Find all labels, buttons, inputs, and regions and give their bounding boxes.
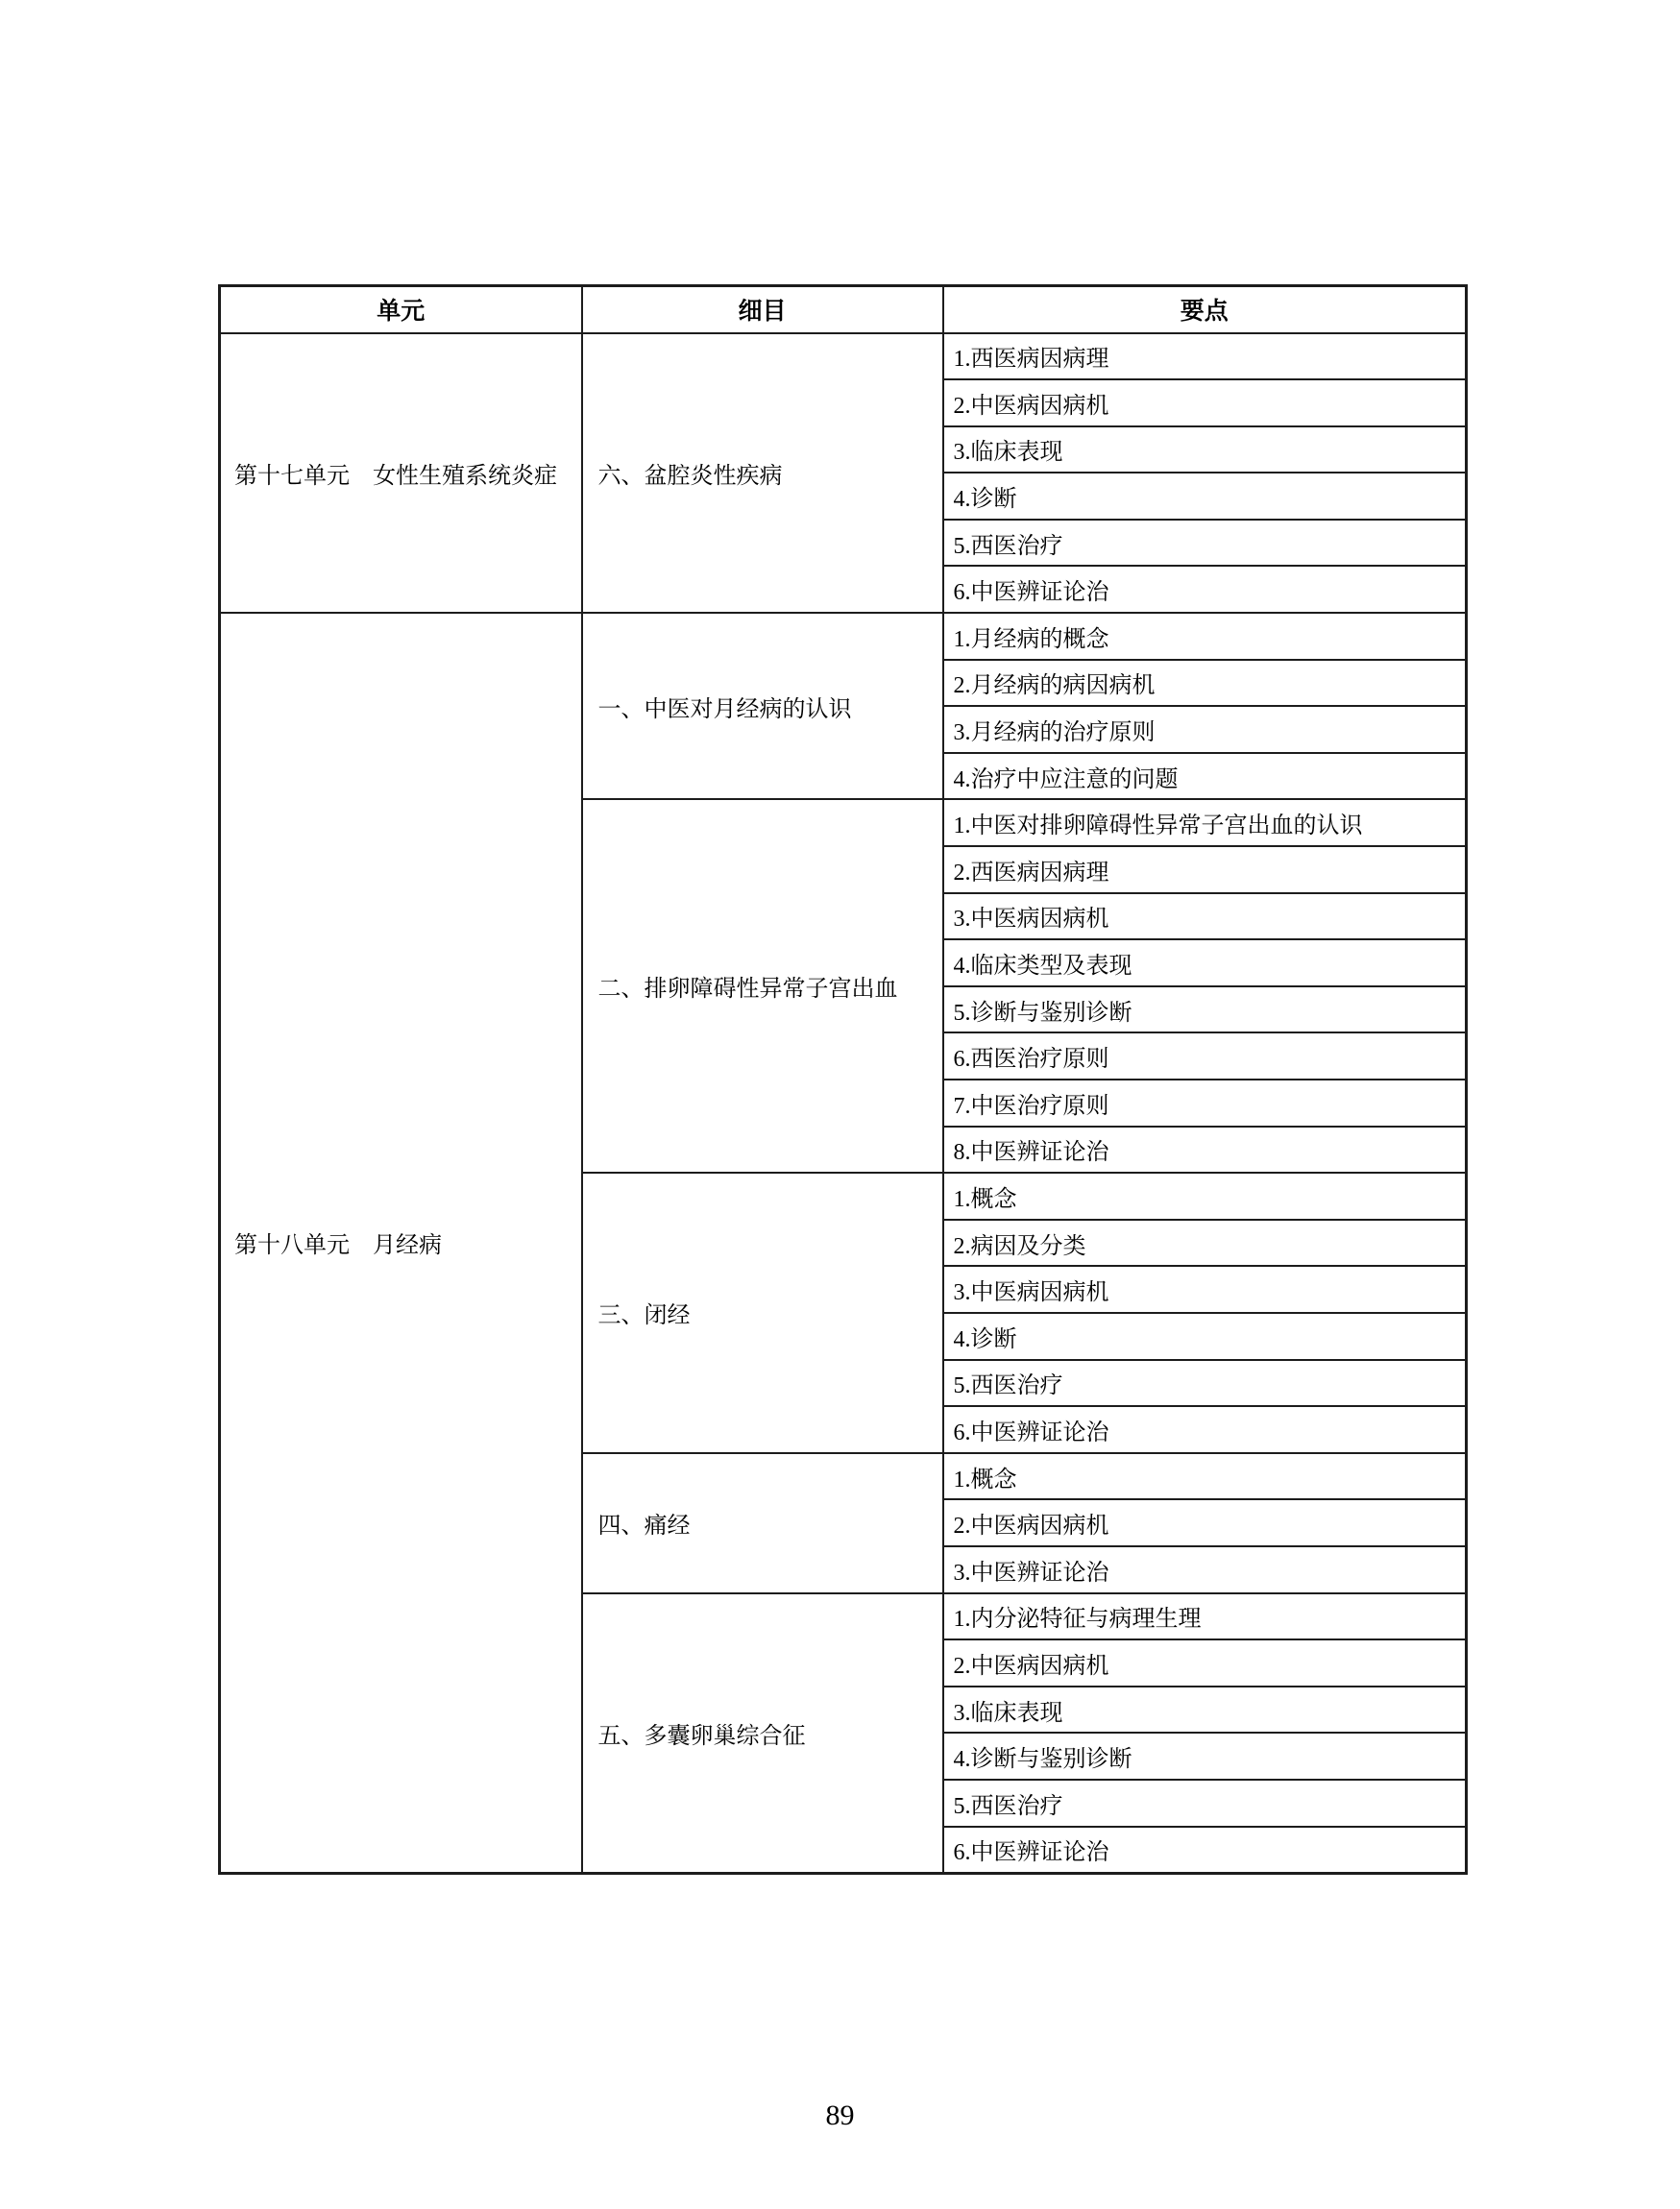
- point-cell: 6.中医辨证论治: [943, 1406, 1467, 1453]
- point-cell: 2.月经病的病因病机: [943, 660, 1467, 707]
- table-row: [220, 333, 1467, 380]
- point-cell: 2.西医病因病理: [943, 846, 1467, 893]
- point-cell: 5.诊断与鉴别诊断: [943, 986, 1467, 1033]
- point-cell: 6.西医治疗原则: [943, 1032, 1467, 1080]
- point-cell: 2.中医病因病机: [943, 379, 1467, 426]
- detail-cell: 四、痛经: [582, 1453, 943, 1593]
- point-cell: 6.中医辨证论治: [943, 566, 1467, 613]
- point-cell: 1.内分泌特征与病理生理: [943, 1593, 1467, 1640]
- point-cell: 3.临床表现: [943, 1687, 1467, 1734]
- detail-cell: 三、闭经: [582, 1173, 943, 1453]
- point-cell: 1.西医病因病理: [943, 333, 1467, 380]
- point-cell: 4.诊断与鉴别诊断: [943, 1733, 1467, 1780]
- point-cell: 7.中医治疗原则: [943, 1080, 1467, 1127]
- column-header-detail: 细目: [582, 286, 943, 333]
- point-cell: 3.中医病因病机: [943, 1266, 1467, 1313]
- point-cell: 1.概念: [943, 1453, 1467, 1500]
- point-cell: 1.月经病的概念: [943, 613, 1467, 660]
- detail-cell: 一、中医对月经病的认识: [582, 613, 943, 799]
- point-cell: 4.治疗中应注意的问题: [943, 753, 1467, 800]
- page-number: 89: [825, 2100, 855, 2131]
- syllabus-table: [218, 284, 1468, 1875]
- point-cell: 3.中医病因病机: [943, 893, 1467, 940]
- point-cell: 8.中医辨证论治: [943, 1127, 1467, 1174]
- point-cell: 2.中医病因病机: [943, 1499, 1467, 1546]
- point-cell: 3.临床表现: [943, 426, 1467, 473]
- point-cell: 4.临床类型及表现: [943, 939, 1467, 986]
- header-row: [220, 286, 1467, 333]
- point-cell: 5.西医治疗: [943, 1360, 1467, 1407]
- column-header-unit: 单元: [220, 286, 582, 333]
- point-cell: 3.中医辨证论治: [943, 1546, 1467, 1593]
- detail-cell: 五、多囊卵巢综合征: [582, 1593, 943, 1874]
- point-cell: 5.西医治疗: [943, 520, 1467, 567]
- point-cell: 1.中医对排卵障碍性异常子宫出血的认识: [943, 799, 1467, 846]
- unit-cell: 第十八单元 月经病: [220, 613, 582, 1873]
- column-header-points: 要点: [943, 286, 1467, 333]
- point-cell: 3.月经病的治疗原则: [943, 706, 1467, 753]
- point-cell: 4.诊断: [943, 473, 1467, 520]
- point-cell: 5.西医治疗: [943, 1780, 1467, 1827]
- point-cell: 2.病因及分类: [943, 1220, 1467, 1267]
- table-row: [220, 613, 1467, 660]
- point-cell: 2.中医病因病机: [943, 1639, 1467, 1687]
- point-cell: 1.概念: [943, 1173, 1467, 1220]
- detail-cell: 六、盆腔炎性疾病: [582, 333, 943, 614]
- point-cell: 6.中医辨证论治: [943, 1827, 1467, 1874]
- detail-cell: 二、排卵障碍性异常子宫出血: [582, 799, 943, 1173]
- point-cell: 4.诊断: [943, 1313, 1467, 1360]
- unit-cell: 第十七单元 女性生殖系统炎症: [220, 333, 582, 614]
